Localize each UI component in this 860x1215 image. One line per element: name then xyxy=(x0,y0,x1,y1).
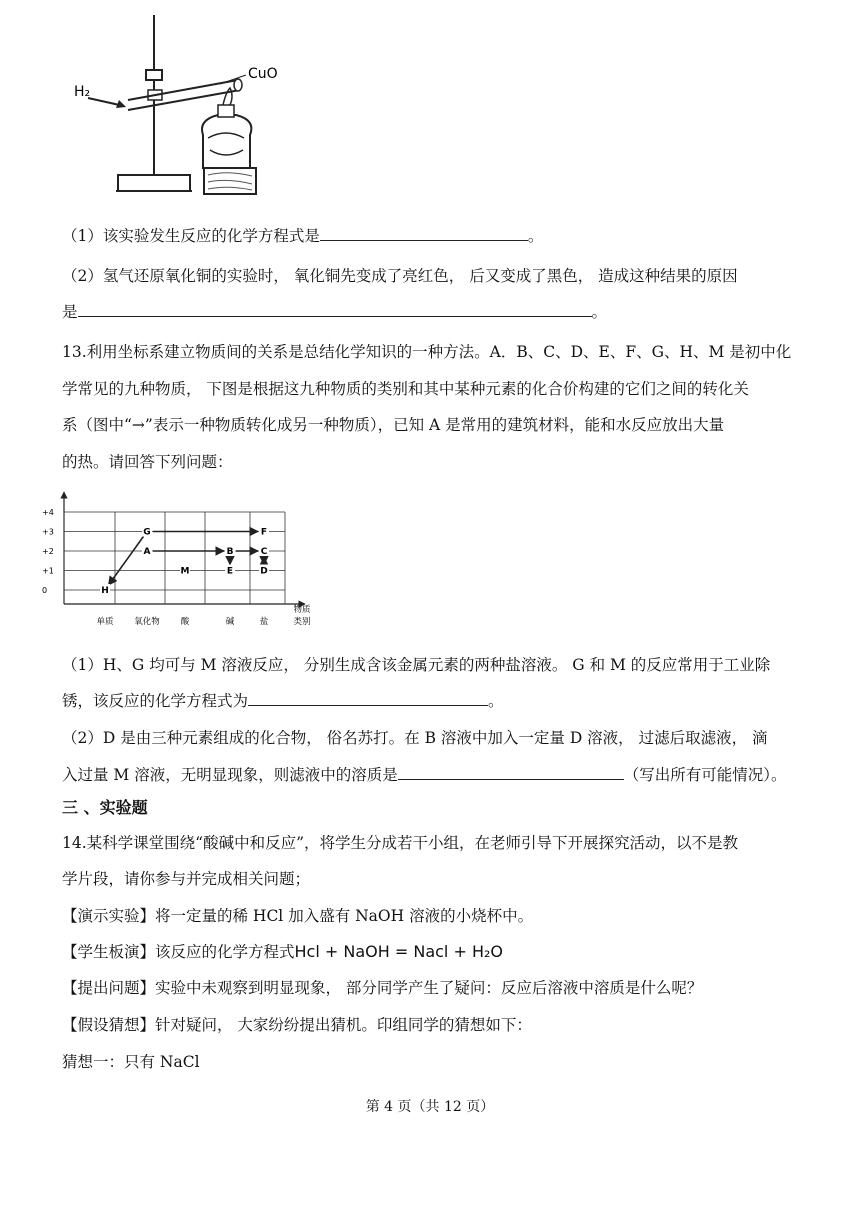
point-D: D xyxy=(260,566,268,577)
q13-line2: 学常见的九种物质， 下图是根据这九种物质的类别和其中某种元素的化合价构建的它们之间的转化关 xyxy=(62,380,749,398)
x-tick-label: 氧化物 xyxy=(134,617,160,627)
point-E: E xyxy=(226,566,234,577)
page-footer: 第 4 页（共 12 页） xyxy=(365,1099,495,1115)
point-M: M xyxy=(180,566,190,577)
point-C: C xyxy=(260,547,268,557)
h2-label: H₂ xyxy=(74,84,91,100)
q13-part2-line1: （2）D 是由三种元素组成的化合物， 俗名苏打。在 B 溶液中加入一定量 D 溶液， 过滤后取滤液， 滴 xyxy=(62,729,768,747)
valence-chart xyxy=(40,484,320,634)
y-tick-label: +4 xyxy=(42,508,54,517)
section-heading: 三 、实验题 xyxy=(62,798,148,817)
answer-blank[interactable] xyxy=(320,226,528,241)
point-B: B xyxy=(226,547,234,557)
q12-part2-line1: （2）氢气还原氧化铜的实验时， 氧化铜先变成了亮红色， 后又变成了黑色， 造成这种结果的原因 xyxy=(62,267,738,285)
x-tick-label: 单质 xyxy=(96,617,114,627)
q14-guess1: 猜想一：只有 NaCl xyxy=(62,1053,200,1071)
point-G: G xyxy=(143,527,151,538)
q13-part1-line2: 锈，该反应的化学方程式为 。 xyxy=(62,692,504,710)
point-H: H xyxy=(101,586,109,596)
x-tick-label: 盐 xyxy=(259,617,269,627)
answer-blank[interactable] xyxy=(78,302,592,317)
arrow-G-H xyxy=(108,536,143,585)
cuo-label: CuO xyxy=(248,66,278,82)
y-tick-label: +2 xyxy=(42,547,54,556)
answer-blank[interactable] xyxy=(398,765,624,780)
apparatus-figure xyxy=(68,10,288,200)
q14-question: 【提出问题】实验中未观察到明显现象， 部分同学产生了疑问：反应后溶液中溶质是什么呢？ xyxy=(62,979,703,997)
y-tick-label: +3 xyxy=(42,527,54,537)
y-tick-label: +1 xyxy=(42,566,54,576)
q14-line2: 学片段，请你参与并完成相关问题； xyxy=(62,870,311,888)
y-tick-label: 0 xyxy=(42,586,48,595)
q13-line1: 13.利用坐标系建立物质间的关系是总结化学知识的一种方法。A．B、C、D、E、F、G、H、M 是初中化 xyxy=(62,343,792,361)
q13-part1-line1: （1）H、G 均可与 M 溶液反应， 分别生成含该金属元素的两种盐溶液。 G 和 M 的反应常用于工业除 xyxy=(62,656,771,674)
x-axis-label: 类别 xyxy=(293,617,311,627)
q13-part2-line2: 入过量 M 溶液，无明显现象，则滤液中的溶质是 （写出所有可能情况）。 xyxy=(62,766,787,784)
q13-line3: 系（图中“→”表示一种物质转化成另一种物质），已知 A 是常用的建筑材料，能和水反应放出大量 xyxy=(62,416,725,434)
q12-part2-line2: 是 。 xyxy=(62,303,608,321)
q13-line4: 的热。请回答下列问题： xyxy=(62,453,233,471)
x-axis-label: 物质 xyxy=(293,605,311,615)
q14-line1: 14.某科学课堂围绕“酸碱中和反应”，将学生分成若干小组，在老师引导下开展探究活动，以不是教 xyxy=(62,834,739,852)
q12-part1: （1）该实验发生反应的化学方程式是 。 xyxy=(62,227,544,245)
x-tick-label: 碱 xyxy=(225,617,235,627)
point-F: F xyxy=(260,527,268,538)
q14-hypothesis: 【假设猜想】针对疑问， 大家纷纷提出猜机。印组同学的猜想如下： xyxy=(62,1016,532,1034)
point-A: A xyxy=(143,547,151,557)
x-tick-label: 酸 xyxy=(180,617,190,627)
board-equation: Hcl + NaOH = Nacl + H₂O xyxy=(294,942,503,961)
q14-demo: 【演示实验】将一定量的稀 HCl 加入盛有 NaOH 溶液的小烧杯中。 xyxy=(62,907,534,925)
q14-board: 【学生板演】该反应的化学方程式Hcl + NaOH = Nacl + H₂O xyxy=(62,942,503,961)
answer-blank[interactable] xyxy=(248,691,488,706)
